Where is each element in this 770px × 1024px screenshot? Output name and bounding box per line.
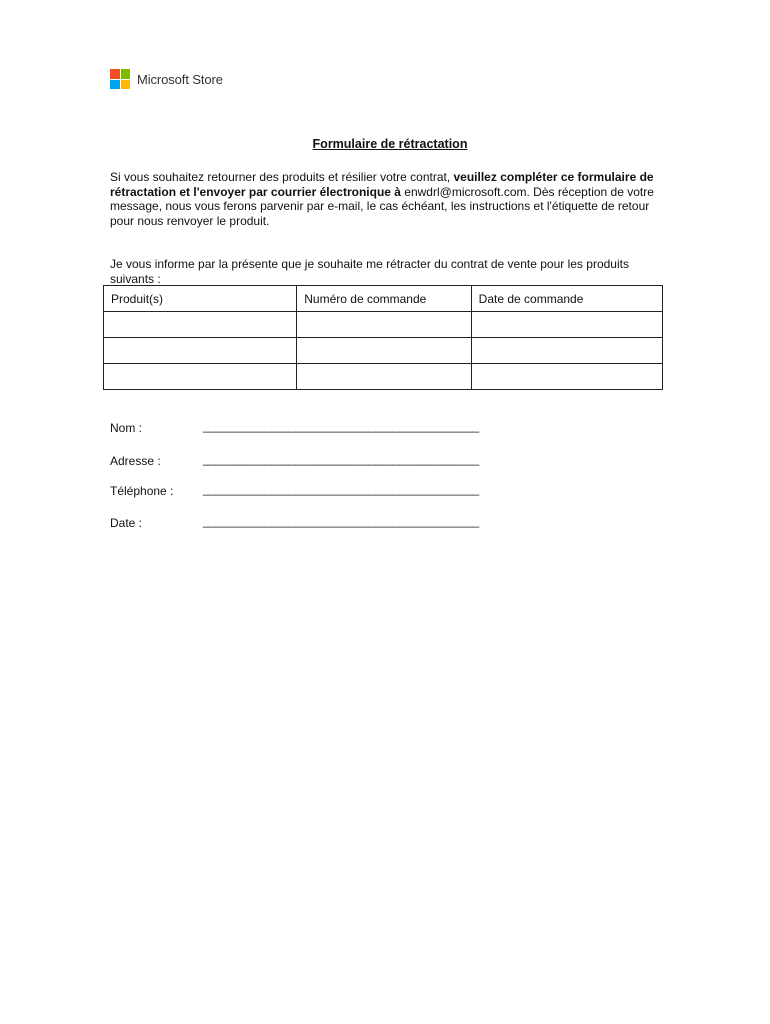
name-label: Nom :	[110, 421, 143, 435]
microsoft-store-logo	[110, 69, 223, 89]
intro-text-bold: veuillez compléter ce formulaire de rétractation et l'envoyer par courrier électronique à	[110, 170, 654, 199]
logo-text: Microsoft Store	[137, 71, 223, 87]
table-cell-product[interactable]	[104, 338, 297, 364]
logo-square-green	[121, 69, 131, 79]
header-order-date: Date de commande	[471, 286, 662, 312]
table-row	[104, 312, 663, 338]
address-label: Adresse :	[110, 454, 161, 468]
intro-text-start: Si vous souhaitez retourner des produits et résilier votre contrat,	[110, 170, 454, 184]
date-input-line[interactable]: _____________________________________________	[203, 514, 479, 528]
table-cell-order-number[interactable]	[297, 338, 471, 364]
address-field	[110, 452, 479, 468]
name-input-line[interactable]: _____________________________________________	[203, 419, 479, 433]
date-label: Date :	[110, 516, 143, 530]
header-products: Produit(s)	[104, 286, 297, 312]
intro-paragraph	[110, 170, 670, 228]
logo-square-yellow	[121, 80, 131, 90]
phone-field	[110, 482, 479, 498]
table-cell-order-number[interactable]	[297, 364, 471, 390]
intro-text-end: enwdrl@microsoft.com. Dès réception de votre message, nous vous ferons parvenir par e-mail, le cas échéant, les instructions et l'étiquette de retour pour nous renvoyer le produit.	[110, 184, 654, 228]
date-field	[110, 514, 479, 530]
table-cell-order-date[interactable]	[471, 312, 662, 338]
name-field	[110, 419, 479, 435]
table-cell-product[interactable]	[104, 364, 297, 390]
logo-square-blue	[110, 80, 120, 90]
phone-input-line[interactable]: _____________________________________________	[203, 482, 479, 496]
table-row	[104, 364, 663, 390]
table-row	[104, 338, 663, 364]
address-input-line[interactable]: _____________________________________________	[203, 452, 479, 466]
table-cell-order-date[interactable]	[471, 364, 662, 390]
header-order-number: Numéro de commande	[297, 286, 471, 312]
microsoft-logo-icon	[110, 69, 130, 89]
orders-table	[103, 285, 663, 390]
table-cell-order-date[interactable]	[471, 338, 662, 364]
phone-label: Téléphone :	[110, 484, 174, 498]
table-header-row	[104, 286, 663, 312]
form-title: Formulaire de rétractation	[312, 137, 468, 151]
table-cell-product[interactable]	[104, 312, 297, 338]
logo-square-red	[110, 69, 120, 79]
withdrawal-statement: Je vous informe par la présente que je souhaite me rétracter du contrat de vente pour les produits suivants :	[110, 257, 629, 286]
table-cell-order-number[interactable]	[297, 312, 471, 338]
